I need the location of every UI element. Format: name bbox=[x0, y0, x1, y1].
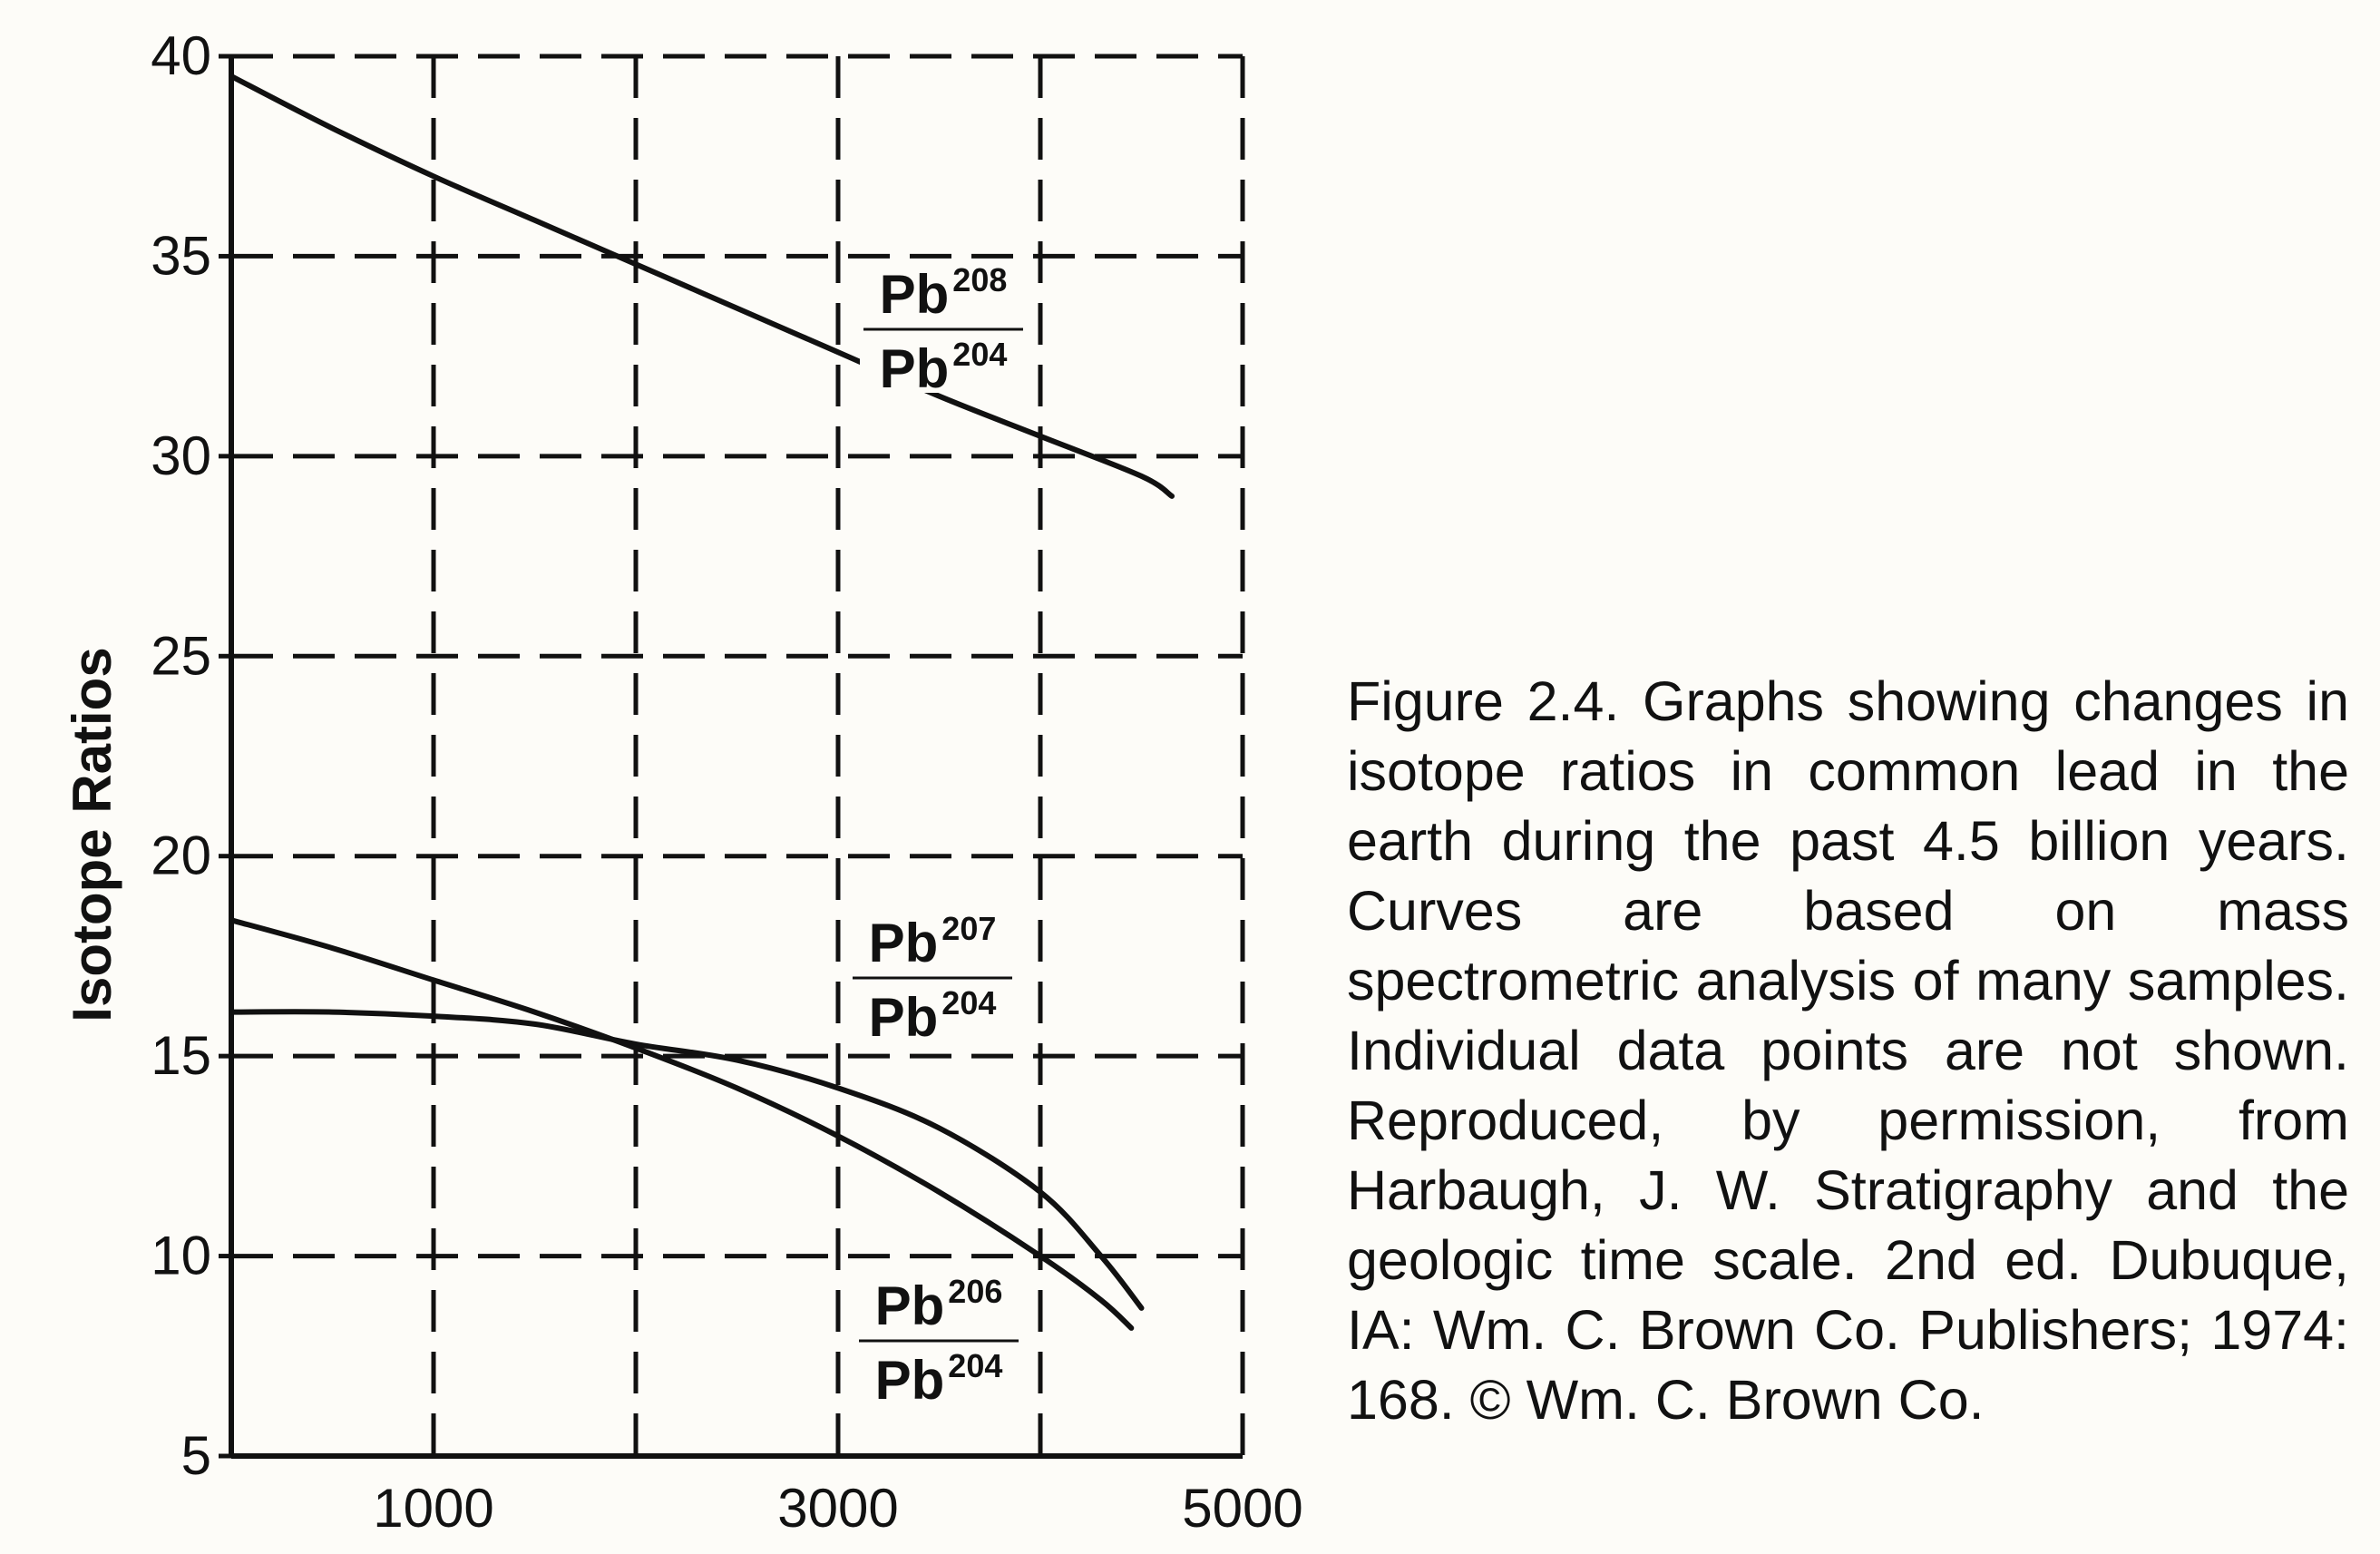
x-tick-label-5000: 5000 bbox=[1182, 1478, 1303, 1539]
series-label-206 bbox=[855, 1270, 1024, 1411]
series-label-denominator: Pb 204 bbox=[868, 984, 997, 1048]
series-label-208 bbox=[860, 259, 1029, 399]
y-tick-label-10: 10 bbox=[151, 1225, 211, 1286]
series-label-207 bbox=[849, 907, 1018, 1048]
series-label-numerator: Pb 207 bbox=[868, 910, 997, 973]
y-tick-label-5: 5 bbox=[180, 1425, 211, 1486]
y-axis-title: Isotope Ratios bbox=[62, 647, 122, 1022]
y-tick-label-30: 30 bbox=[151, 425, 211, 486]
x-tick-label-3000: 3000 bbox=[777, 1478, 899, 1539]
series-lines bbox=[231, 76, 1172, 1328]
y-tick-label-40: 40 bbox=[151, 25, 211, 86]
tick-labels bbox=[151, 25, 1302, 1539]
y-tick-label-15: 15 bbox=[151, 1025, 211, 1087]
series-label-denominator: Pb 204 bbox=[879, 336, 1008, 399]
series-label-denominator: Pb 204 bbox=[874, 1347, 1003, 1411]
y-tick-label-25: 25 bbox=[151, 625, 211, 687]
x-tick-label-1000: 1000 bbox=[373, 1478, 494, 1539]
figure-caption: Figure 2.4. Graphs showing changes in isotope ratios in common lead in the earth during the past 4.5 billion years. Curves are based on mass spectrometric analysis of many samples. Individual data points are not shown. Reproduced, by permission, from Harbaugh, J. W. Stratigraphy and the geologic time scale. 2nd ed. Dubuque, IA: Wm. C. Brown Co. Publishers; 1974: 168. © Wm. C. Brown Co. bbox=[1347, 670, 2349, 1431]
series-labels bbox=[849, 259, 1029, 1411]
series-label-numerator: Pb 208 bbox=[879, 261, 1008, 325]
y-tick-label-20: 20 bbox=[151, 825, 211, 886]
series-line-208 bbox=[231, 76, 1172, 496]
y-tick-label-35: 35 bbox=[151, 225, 211, 287]
series-label-numerator: Pb 206 bbox=[874, 1273, 1003, 1336]
